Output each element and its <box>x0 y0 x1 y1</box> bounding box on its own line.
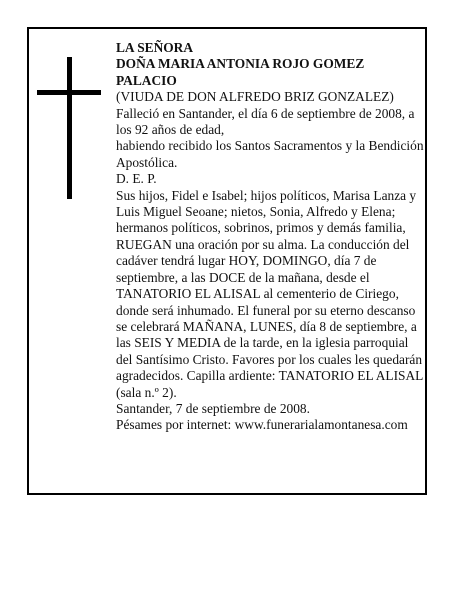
honorific: LA SEÑORA <box>116 40 194 55</box>
deceased-name-line1: DOÑA MARIA ANTONIA ROJO GOMEZ <box>116 56 365 72</box>
cross-horizontal-bar <box>37 90 101 95</box>
body-text: Sus hijos, Fidel e Isabel; hijos políticos, Marisa Lanza y Luis Miguel Seoane; nietos, Sonia, Alfredo y Elena; hermanos políticos, sobrinos, primos y demás familia, RUEGAN una oración por su alma. La conducción del cadáver tendrá lugar HOY, DOMINGO, día 7 de septiembre, a las DOCE de la mañana, desde el TANATORIO EL ALISAL al cementerio de Ciriego, donde será inhumado. El funeral por su eterno descanso se celebrará MAÑANA, LUNES, día 8 de septiembre, a las SEIS Y MEDIA de la tarde, en la iglesia parroquial del Santísimo Cristo. Favores por los cuales les quedarán agradecidos. Capilla ardiente: TANATORIO EL ALISAL (sala n.º 2). <box>116 187 423 400</box>
obituary-notice <box>27 27 427 495</box>
condolences-line: Pésames por internet: www.funerarialamontanesa.com <box>116 417 408 433</box>
widow-of: (VIUDA DE DON ALFREDO BRIZ GONZALEZ) <box>116 89 394 105</box>
notice-text <box>116 40 424 434</box>
cross-vertical-bar <box>67 57 72 199</box>
sacraments-text: habiendo recibido los Santos Sacramentos y la Bendición Apostólica. <box>116 138 424 170</box>
date-line: Santander, 7 de septiembre de 2008. <box>116 400 310 416</box>
death-text: Falleció en Santander, el día 6 de septiembre de 2008, a los 92 años de edad, <box>116 105 415 138</box>
deceased-name-line2: PALACIO <box>116 72 177 88</box>
rip: D. E. P. <box>116 171 157 187</box>
